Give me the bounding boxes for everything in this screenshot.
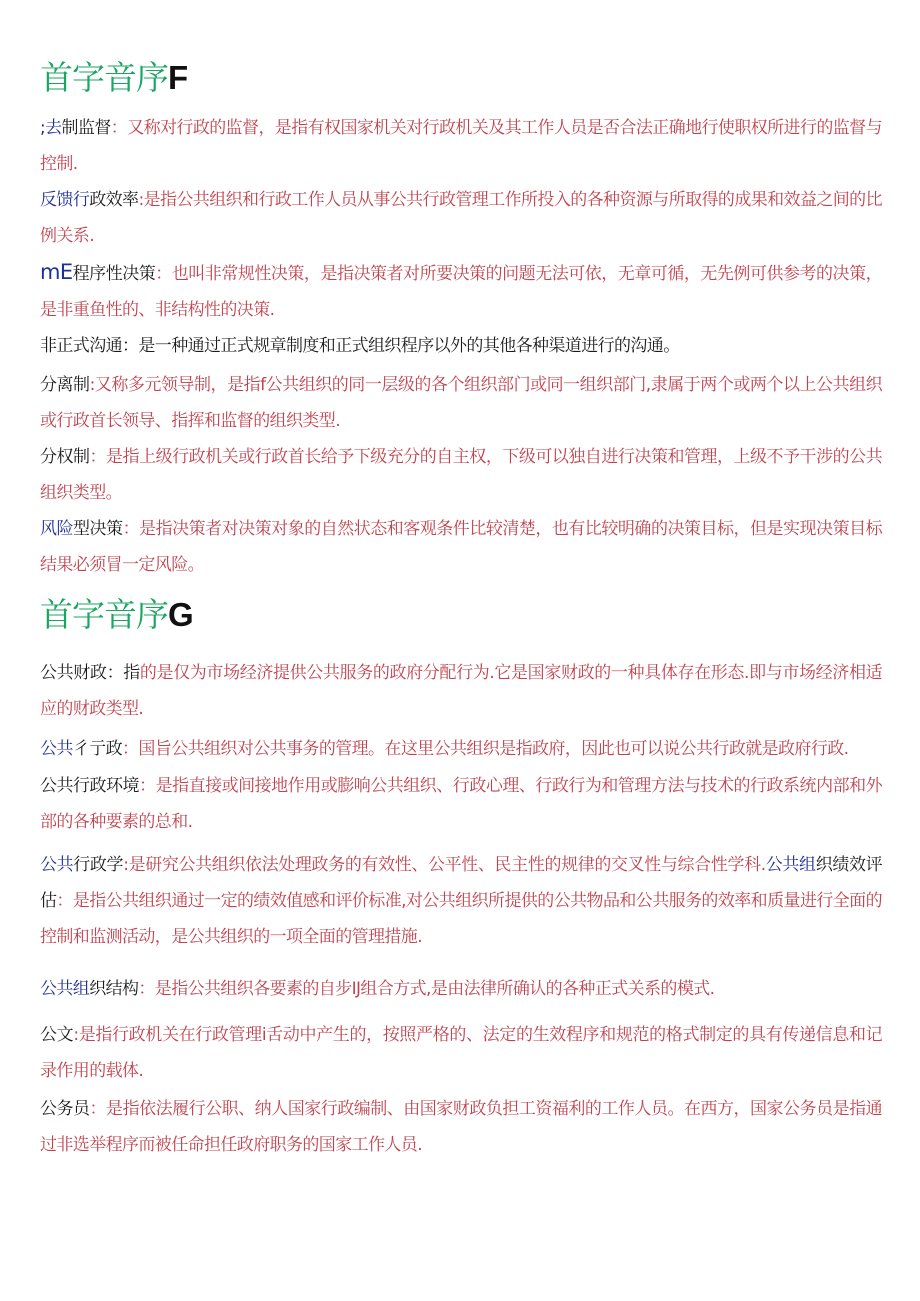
definition: :是研究公共组织依法处理政务的有效性、公平性、民主性的规律的交叉性与综合性学科.: [123, 855, 766, 875]
definition: :是指公共组织和行政工作人员从事公共行政管理工作所投入的各种资源与所取得的成果和效益之间的比例关系.: [40, 190, 882, 246]
entry-fenquanzhi: [40, 439, 882, 511]
definition: ：是一种通过正式规章制度和正式组织程序以外的其他各种渠道进行的沟通。: [122, 336, 680, 356]
entry-xingzheng-xiaolv: [40, 182, 882, 254]
term-prefix: 公共组: [40, 979, 90, 999]
entry-gonggong-caizheng: [40, 655, 882, 727]
entry-fenlizhi: [40, 367, 882, 439]
term-prefix: ;去: [40, 118, 62, 138]
term-prefix: 公共: [40, 855, 74, 875]
heading-text: 首字音序: [40, 58, 168, 97]
entry-fengxianxing-juece: [40, 511, 882, 583]
term: 非正式沟通: [40, 336, 122, 356]
term: 分权制: [40, 447, 90, 467]
term-prefix: 反馈行: [40, 190, 90, 210]
entry-gongwuyuan: [40, 1091, 882, 1163]
term: 政效率: [89, 190, 139, 210]
term-prefix: 公共: [40, 739, 73, 759]
heading-text: 首字音序: [40, 595, 168, 634]
term: 织绩效评估: [40, 855, 883, 911]
document-page: [40, 52, 882, 1163]
term: 程序性决策: [72, 264, 156, 284]
definition: ：又称对行政的监督，是指有权国家机关对行政机关及其工作人员是否合法正确地行使职权所进行的监督与控制.: [40, 118, 882, 174]
term-prefix: mE: [40, 260, 73, 284]
term: 分离制: [40, 375, 90, 395]
definition: ：是指公共组织通过一定的绩效值感和评价标准,对公共组织所提供的公共物品和公共服务的效率和质量进行全面的控制和监测活动，是公共组织的一项全面的管理措施.: [40, 891, 882, 947]
entry-gonggong-xingzheng: [40, 731, 882, 767]
definition: ：是指直接或间接地作用或膨响公共组织、行政心理、行政行为和管理方法与技术的行政系统内部和外部的各种要素的总和.: [40, 776, 882, 832]
definition: ：国旨公共组织对公共事务的管理。在这里公共组织是指政府，因此也可以说公共行政就是政府行政.: [122, 739, 849, 759]
term: 彳亍政: [72, 739, 123, 759]
definition: ：是指公共组织各要素的自步IJ组合方式,是由法律所确认的各种正式关系的模式.: [138, 979, 715, 999]
definition: ：是指依法履行公职、纳人国家行政编制、由国家财政负担工资福利的工作人员。在西方，国家公务员是指通过非选举程序而被任命担任政府职务的国家工作人员.: [40, 1099, 883, 1155]
definition: ：也叫非常规性决策，是指决策者对所要决策的问题无法可依，无章可循，无先例可供参考的决策，是非重鱼性的、非结构性的决策.: [40, 264, 882, 320]
definition: :又称多元领导制，是指f公共组织的同一层级的各个组织部门或同一组织部门,隶属于两个或两个以上公共组织或行政首长领导、指挥和监督的组织类型.: [40, 375, 882, 431]
section-heading-g: [40, 589, 882, 641]
term: 制监督: [61, 118, 111, 138]
entry-gonggong-xingzhengxue: [40, 847, 882, 955]
entry-feizhengshi-goutong: [40, 328, 882, 364]
entry-feichengxu-juece: [40, 254, 882, 328]
entry-gonggong-zuzhi-jiegou: [40, 971, 882, 1007]
term: 公文: [40, 1025, 74, 1045]
section-heading-f: [40, 52, 882, 104]
term: 行政学: [73, 855, 124, 875]
entry-gongwen: [40, 1017, 882, 1089]
term: 型决策: [73, 519, 123, 539]
term: 公共财政：指: [40, 663, 140, 683]
definition: ：是指决策者对决策对象的自然状态和客观条件比较清楚，也有比较明确的决策目标，但是实现决策目标结果必须冒一定风险。: [40, 519, 882, 575]
heading-letter: F: [168, 59, 188, 96]
term: 织结构: [89, 979, 139, 999]
term-prefix: 公共组: [765, 855, 816, 875]
entry-fazhi-jiandu: [40, 110, 882, 182]
definition: 的是仅为市场经济提供公共服务的政府分配行为.它是国家财政的一种具体存在形态.即与市场经济相适应的财政类型.: [40, 663, 882, 719]
definition: ：是指上级行政机关或行政首长给予下级充分的自主权，下级可以独自进行决策和管理，上级不予干涉的公共组织类型。: [40, 447, 883, 503]
definition: :是指行政机关在行政管理i舌动中产生的，按照严格的、法定的生效程序和规范的格式制定的具有传递信息和记录作用的载体.: [40, 1025, 882, 1081]
heading-letter: G: [168, 596, 193, 633]
entry-gonggong-xingzheng-huanjing: [40, 768, 882, 840]
term-prefix: 风险: [40, 519, 74, 539]
term: 公务员: [40, 1099, 90, 1119]
term: 公共行政环境: [40, 776, 140, 796]
